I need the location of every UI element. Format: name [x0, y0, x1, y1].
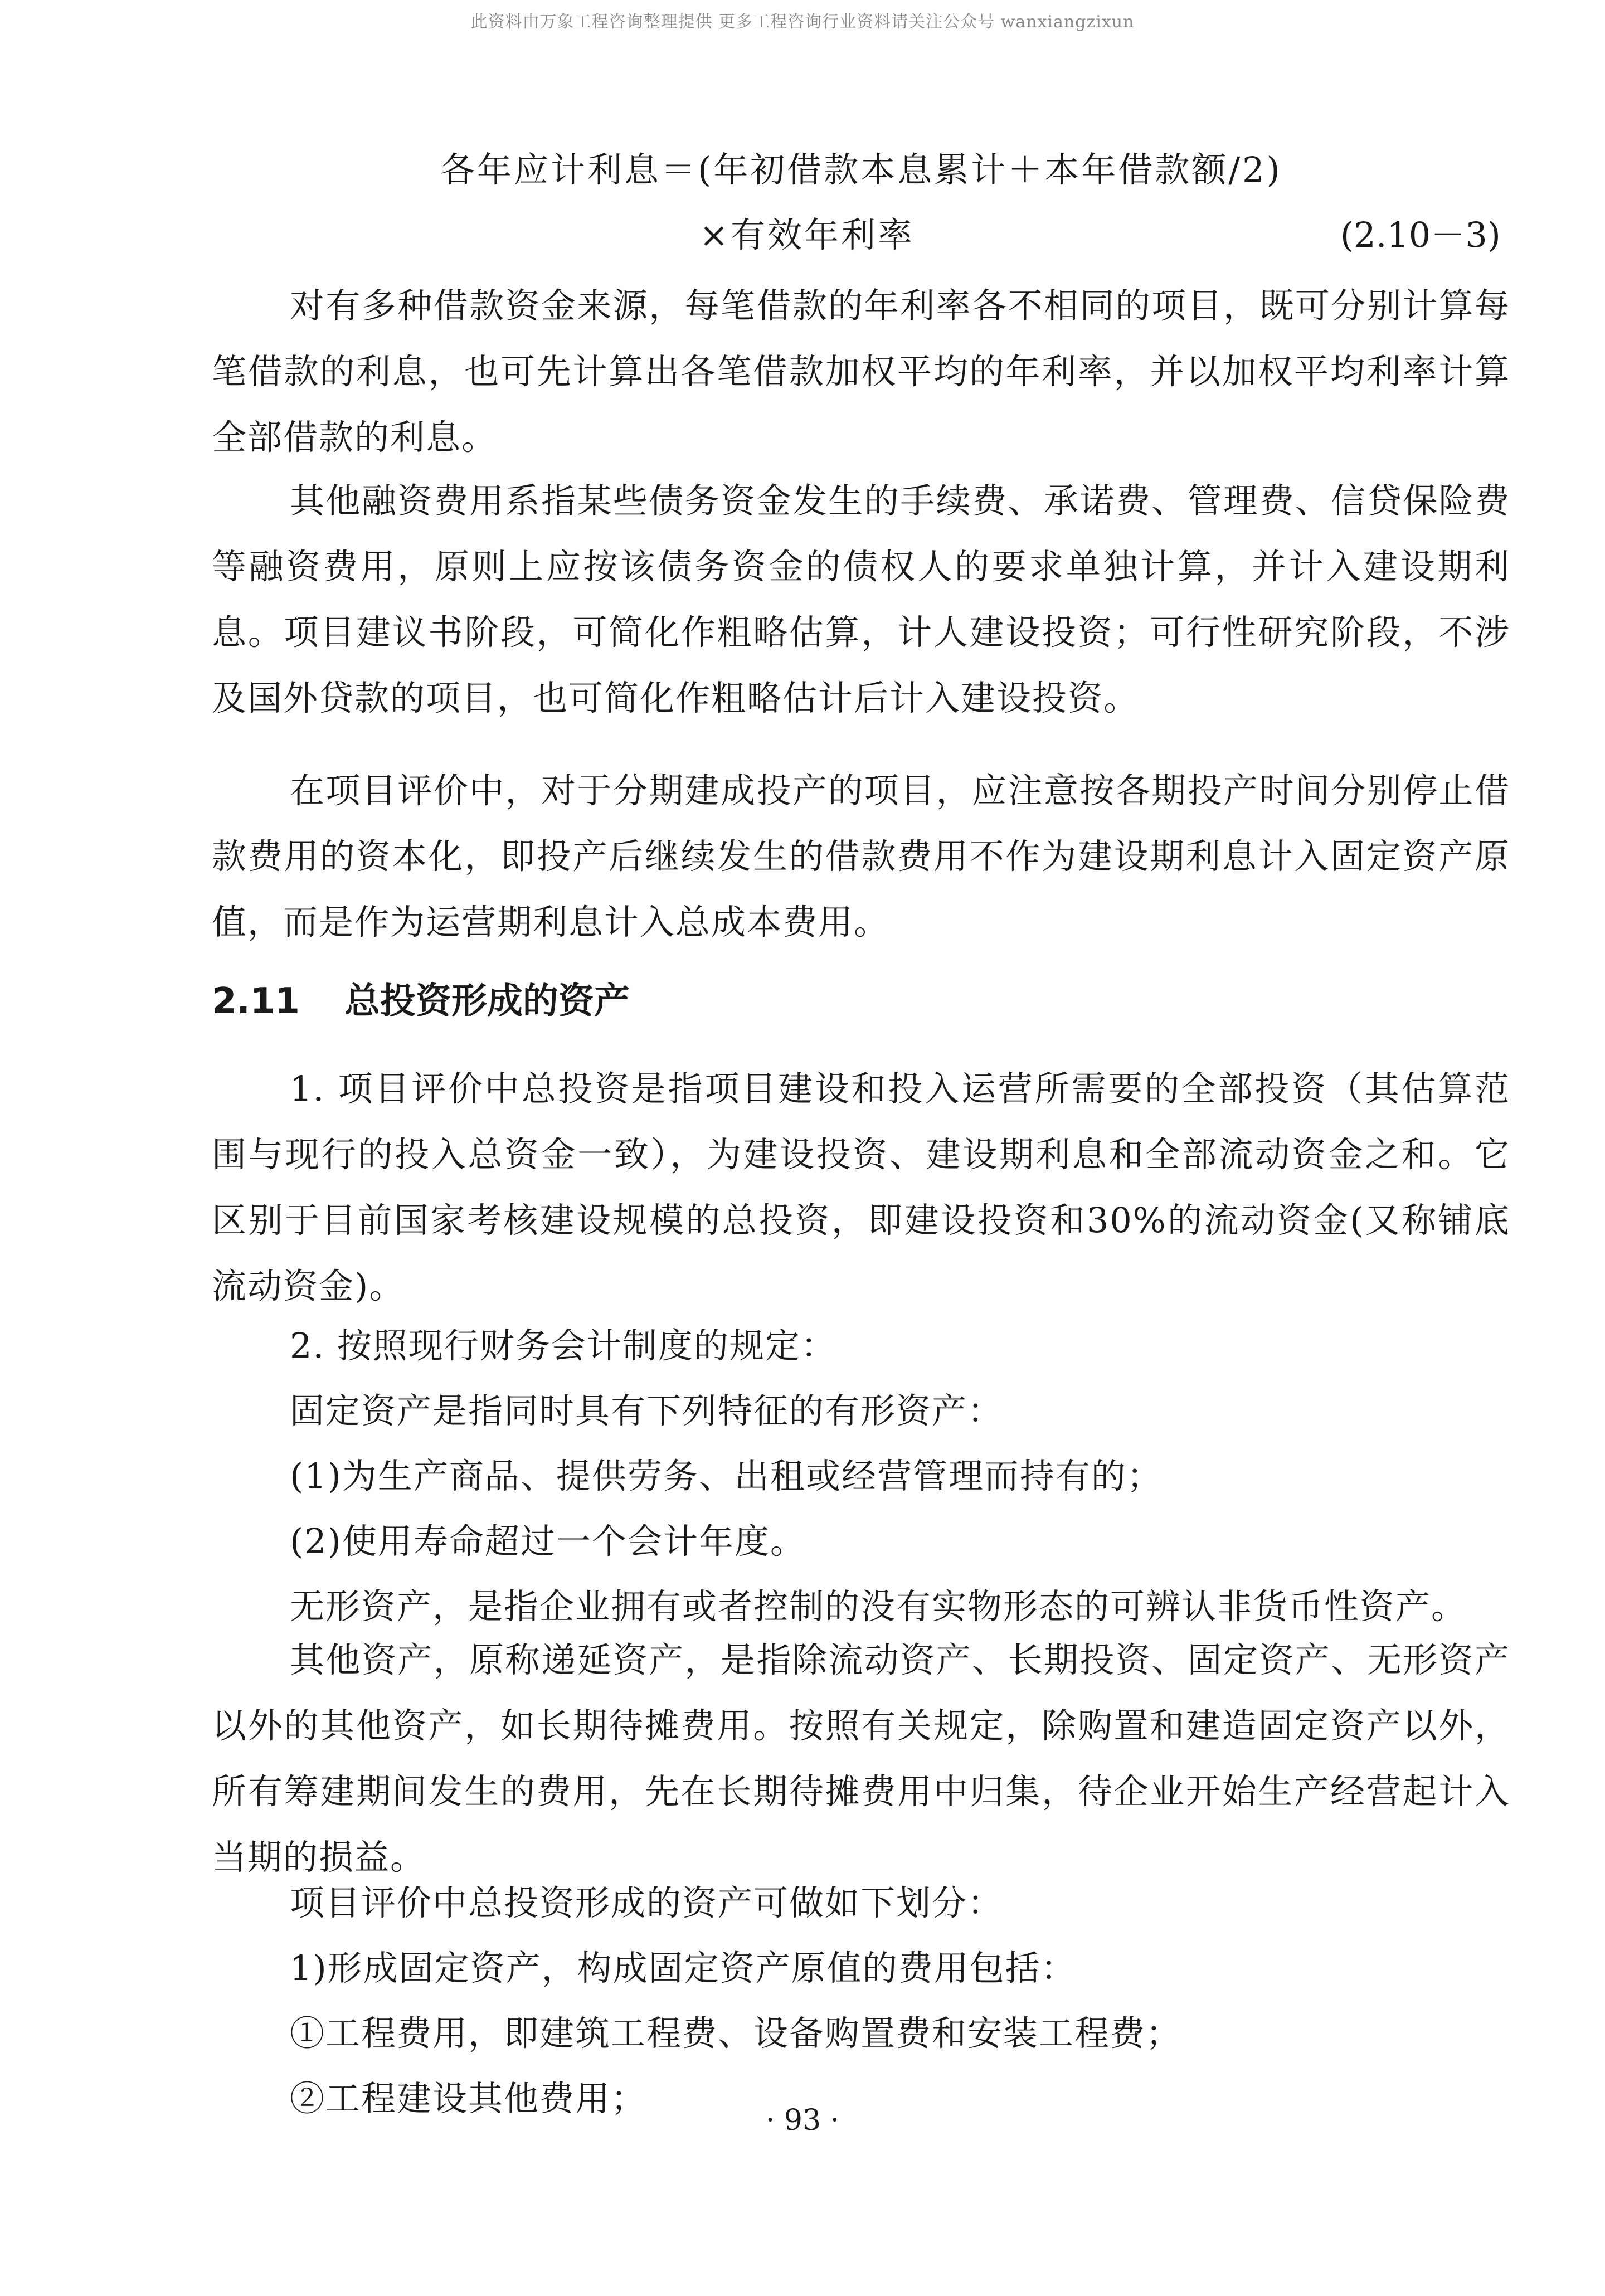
- formula-line-1: 各年应计利息＝(年初借款本息累计＋本年借款额/2): [440, 149, 1282, 190]
- other-assets-definition: 其他资产，原称递延资产，是指除流动资产、长期投资、固定资产、无形资产以外的其他资产，如长期待摊费用。按照有关规定，除购置和建造固定资产以外，所有筹建期间发生的费用，先在长期待摊费用中归集，待企业开始生产经营起计入当期的损益。: [212, 1640, 1510, 1877]
- formula-line-2: ×有效年利率: [699, 215, 915, 255]
- fixed-asset-feature-2: (2)使用寿命超过一个会计年度。: [290, 1521, 806, 1562]
- formula-number: (2.10－3): [1340, 215, 1501, 255]
- cost-item-other: ②工程建设其他费用；: [290, 2078, 647, 2119]
- paragraph-weighted-interest: 对有多种借款资金来源，每笔借款的年利率各不相同的项目，既可分别计算每笔借款的利息，也可先计算出各笔借款加权平均的年利率，并以加权平均利率计算全部借款的利息。: [212, 285, 1510, 458]
- fixed-asset-cost-intro: 1)形成固定资产，构成固定资产原值的费用包括：: [290, 1948, 1077, 1988]
- section-title: 总投资形成的资产: [344, 981, 630, 1022]
- intangible-asset-definition: 无形资产，是指企业拥有或者控制的没有实物形态的可辨认非货币性资产。: [290, 1586, 1467, 1627]
- page-number: · 93 ·: [765, 2104, 840, 2137]
- item-accounting-rules: 2. 按照现行财务会计制度的规定：: [290, 1325, 836, 1366]
- fixed-asset-definition: 固定资产是指同时具有下列特征的有形资产：: [290, 1390, 1004, 1431]
- paragraph-phased-projects: 在项目评价中，对于分期建成投产的项目，应注意按各期投产时间分别停止借款费用的资本化，即投产后继续发生的借款费用不作为建设期利息计入固定资产原值，而是作为运营期利息计入总成本费用。: [212, 770, 1510, 942]
- asset-division-intro: 项目评价中总投资形成的资产可做如下划分：: [290, 1882, 1004, 1923]
- watermark-text: 此资料由万象工程咨询整理提供 更多工程咨询行业资料请关注公众号 wanxiangzixun: [470, 12, 1135, 32]
- cost-item-engineering: ①工程费用，即建筑工程费、设备购置费和安装工程费；: [290, 2013, 1182, 2054]
- fixed-asset-feature-1: (1)为生产商品、提供劳务、出租或经营管理而持有的；: [290, 1456, 1163, 1496]
- item-total-investment: 1. 项目评价中总投资是指项目建设和投入运营所需要的全部投资（其估算范围与现行的投入总资金一致），为建设投资、建设期利息和全部流动资金之和。它区别于目前国家考核建设规模的总投资，即建设投资和30%的流动资金(又称铺底流动资金)。: [212, 1068, 1510, 1306]
- paragraph-other-financing-fees: 其他融资费用系指某些债务资金发生的手续费、承诺费、管理费、信贷保险费等融资费用，原则上应按该债务资金的债权人的要求单独计算，并计入建设期利息。项目建议书阶段，可简化作粗略估算，计人建设投资；可行性研究阶段，不涉及国外贷款的项目，也可简化作粗略估计后计入建设投资。: [212, 480, 1510, 718]
- section-heading: [212, 972, 630, 1024]
- section-number: 2.11: [212, 981, 300, 1022]
